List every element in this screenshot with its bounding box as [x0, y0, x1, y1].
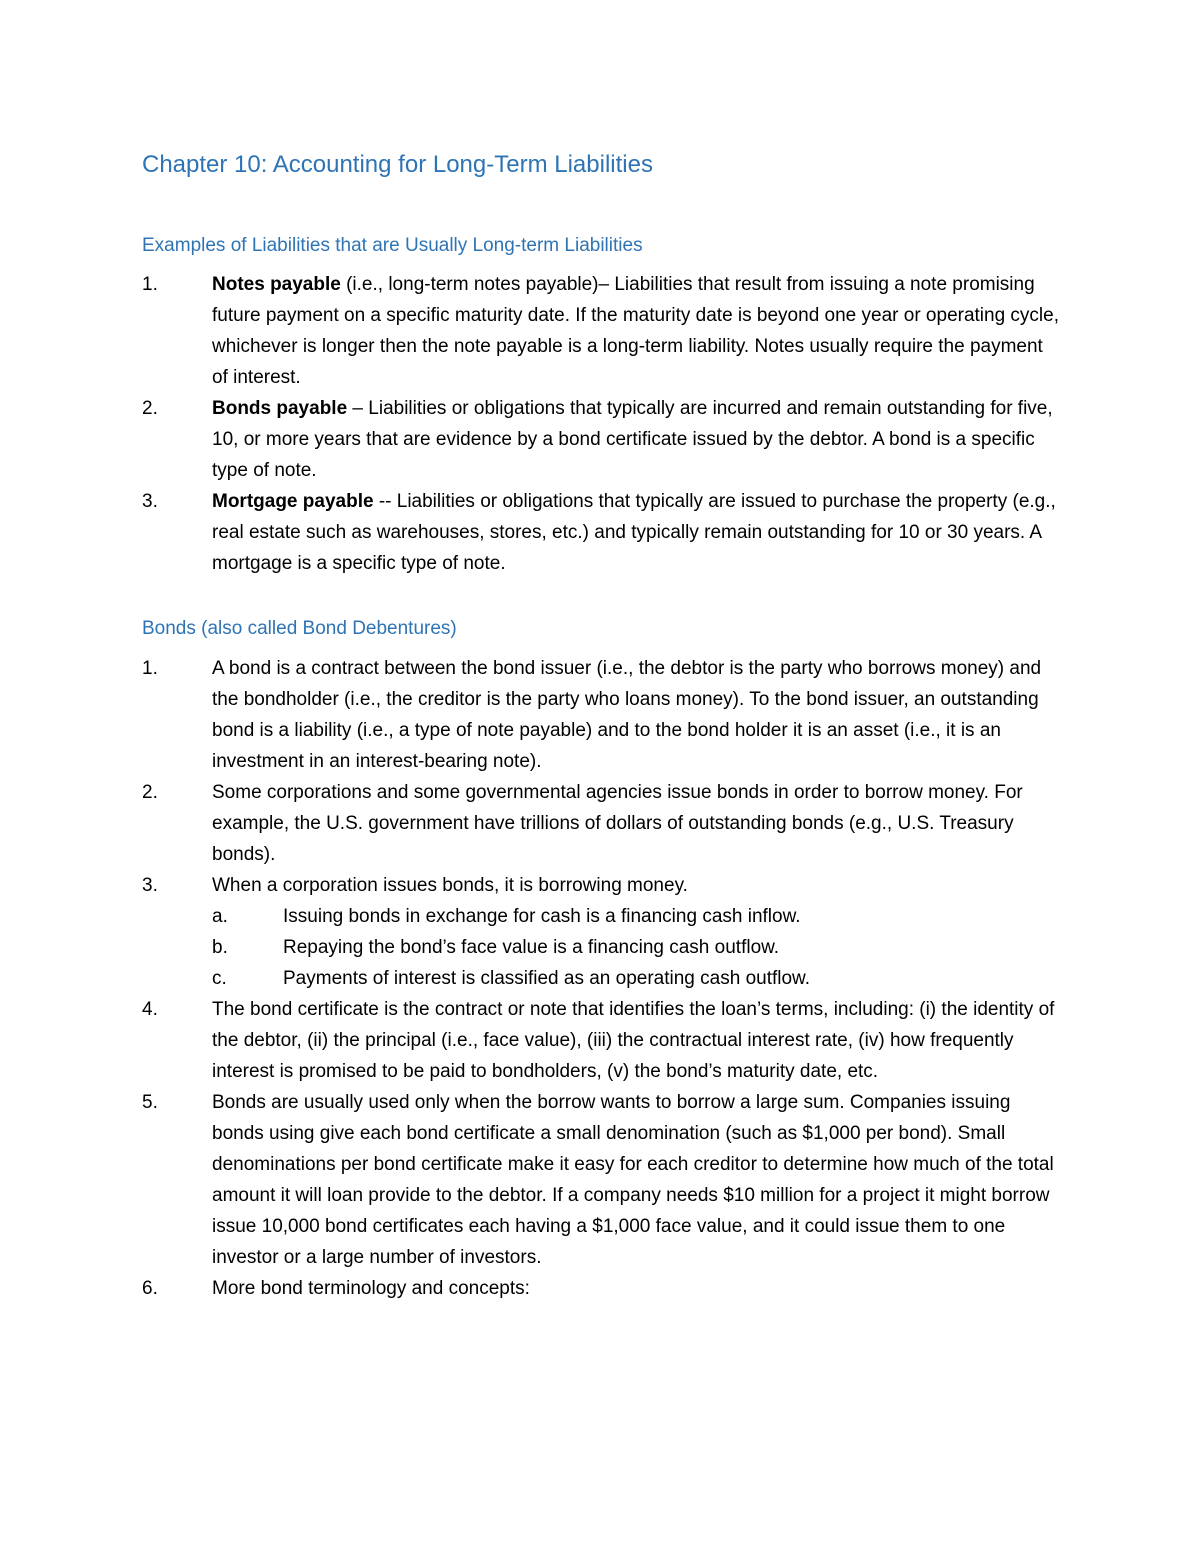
sublist-letter: a. [212, 906, 228, 927]
list-number: 3. [142, 875, 158, 896]
term-notes-payable: Notes payable [212, 274, 341, 295]
sublist-item [212, 932, 1062, 963]
list-item-text: The bond certificate is the contract or note that identifies the loan’s terms, including: (i) the identity of the debtor, (ii) the principal (i.e., face value), (iii) the contractual interest rate, (iv) how frequently interest is promised to be paid to bondholders, (v) the bond’s maturity date, etc. [212, 999, 1055, 1082]
list-item-text: More bond terminology and concepts: [212, 1278, 530, 1299]
list-item-notes-payable [142, 269, 1062, 393]
sublist-item [212, 963, 1062, 994]
sublist-item-text: Issuing bonds in exchange for cash is a financing cash inflow. [283, 906, 801, 927]
list-item [142, 994, 1062, 1087]
list-number: 3. [142, 491, 158, 512]
list-item-text: (i.e., long-term notes payable)– Liabilities that result from issuing a note promising future payment on a specific maturity date. If the maturity date is beyond one year or operating cycle, whichever is longer then the note payable is a long-term liability. Notes usually require the payment of interest. [212, 274, 1060, 388]
list-item-text: Some corporations and some governmental agencies issue bonds in order to borrow money. For example, the U.S. government have trillions of dollars of outstanding bonds (e.g., U.S. Treasury bonds). [212, 782, 1023, 865]
list-item-text: A bond is a contract between the bond issuer (i.e., the debtor is the party who borrows money) and the bondholder (i.e., the creditor is the party who loans money). To the bond issuer, an outstanding bond is a liability (i.e., a type of note payable) and to the bond holder it is an asset (i.e., it is an investment in an interest-bearing note). [212, 658, 1042, 772]
term-mortgage-payable: Mortgage payable [212, 491, 374, 512]
sublist-letter: c. [212, 968, 227, 989]
page-title: Chapter 10: Accounting for Long-Term Liabilities [142, 151, 653, 178]
sublist-item [212, 901, 1062, 932]
list-item [142, 653, 1062, 777]
list-item-text: – Liabilities or obligations that typically are incurred and remain outstanding for five, 10, or more years that are evidence by a bond certificate issued by the debtor. A bond is a specific type of note. [212, 398, 1053, 481]
list-item-mortgage-payable [142, 486, 1062, 579]
list-item [142, 777, 1062, 870]
list-number: 2. [142, 398, 158, 419]
long-term-liabilities-list [142, 269, 1062, 579]
term-bonds-payable: Bonds payable [212, 398, 348, 419]
list-item-text: -- Liabilities or obligations that typically are issued to purchase the property (e.g., real estate such as warehouses, stores, etc.) and typically remain outstanding for 10 or 30 years. A mortgage is a specific type of note. [212, 491, 1056, 574]
section-heading-long-term-liabilities: Examples of Liabilities that are Usually Long-term Liabilities [142, 235, 643, 256]
list-item [142, 1273, 1062, 1304]
list-number: 5. [142, 1092, 158, 1113]
list-item-text: Bonds are usually used only when the borrow wants to borrow a large sum. Companies issuing bonds using give each bond certificate a small denomination (such as $1,000 per bond). Small denominations per bond certificate make it easy for each creditor to determine how much of the total amount it will loan provide to the debtor. If a company needs $10 million for a project it might borrow issue 10,000 bond certificates each having a $1,000 face value, and it could issue them to one investor or a large number of investors. [212, 1092, 1054, 1268]
cash-flow-sublist [212, 901, 1062, 994]
list-number: 2. [142, 782, 158, 803]
list-item [142, 870, 1062, 994]
sublist-item-text: Repaying the bond’s face value is a financing cash outflow. [283, 937, 780, 958]
sublist-item-text: Payments of interest is classified as an operating cash outflow. [283, 968, 810, 989]
list-item-text: When a corporation issues bonds, it is borrowing money. [212, 875, 688, 896]
list-number: 6. [142, 1278, 158, 1299]
section-heading-bonds: Bonds (also called Bond Debentures) [142, 618, 457, 639]
sublist-letter: b. [212, 937, 228, 958]
list-item-bonds-payable [142, 393, 1062, 486]
list-number: 4. [142, 999, 158, 1020]
list-number: 1. [142, 274, 158, 295]
bonds-list [142, 653, 1062, 1304]
list-number: 1. [142, 658, 158, 679]
list-item [142, 1087, 1062, 1273]
